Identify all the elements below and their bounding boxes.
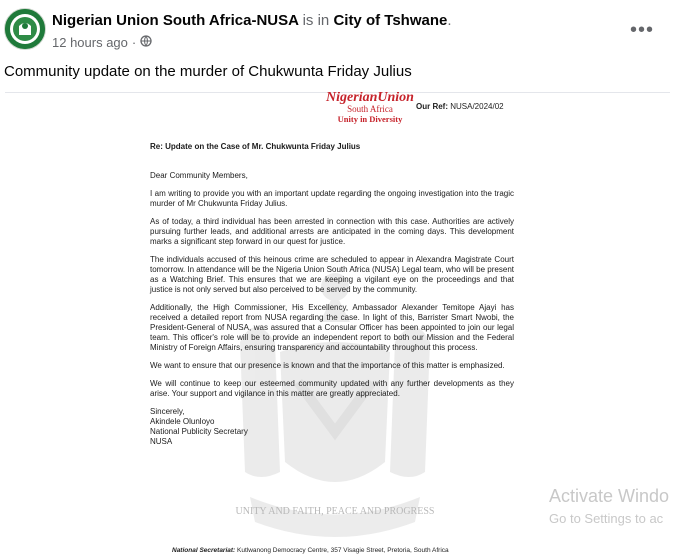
is-in-text: is in (302, 12, 330, 29)
letter-subject: Re: Update on the Case of Mr. Chukwunta Friday Julius (150, 142, 361, 151)
post-caption: Community update on the murder of Chukwunta Friday Julius (4, 63, 412, 80)
reference-number (416, 102, 504, 111)
letter-body (150, 142, 514, 447)
footer-label: National Secretariat: (172, 547, 236, 554)
closing: Sincerely, (150, 407, 185, 416)
letter-paragraph: We want to ensure that our presence is known and that the importance of this matter is emphasized. (150, 361, 505, 370)
letterhead-org-name: NigerianUnion (326, 92, 414, 105)
location-suffix: . (447, 12, 452, 29)
signatory-name: Akindele Olunloyo (150, 417, 215, 426)
ref-value: NUSA/2024/02 (450, 102, 504, 111)
post-title-line (52, 12, 452, 29)
signatory-title: National Publicity Secretary (150, 427, 248, 436)
letter-paragraph: As of today, a third individual has been arrested in connection with this case. Authorities are actively pursuing further leads, and additional arrests are anticipated in the coming days. This development marks a significant step forward in our quest for justice. (150, 217, 514, 246)
letterhead-motto: Unity in Diversity (337, 114, 403, 124)
post-timestamp[interactable]: 12 hours ago (52, 35, 128, 50)
more-options-icon[interactable]: ••• (629, 18, 654, 41)
signature-block (150, 407, 514, 447)
letter-paragraph: Additionally, the High Commissioner, His Excellency, Ambassador Alexander Temitope Ajayi has received a detailed report from NUSA regarding the case. In light of this, Barrister Smart Nwobi, the President-General of NUSA, was assured that a Consular Officer has been appointed to join our legal team. This officer's role will be to provide an independent report to both our Mission and the Federal Ministry of Foreign Affairs, ensuring transparency and accountability throughout this process. (150, 303, 514, 352)
letter-paragraph: We will continue to keep our esteemed community updated with any further developments as they arise. Your support and vigilance in this matter are greatly appreciated. (150, 379, 514, 398)
activate-windows-subtitle: Go to Settings to ac (549, 511, 664, 526)
ref-label: Our Ref: (416, 102, 448, 111)
letter-paragraph: I am writing to provide you with an important update regarding the ongoing investigation into the tragic murder of Mr Chukwunta Friday Julius. (150, 189, 514, 208)
nusa-logo-icon (5, 9, 45, 49)
post-header (0, 0, 678, 60)
page-name-link[interactable]: Nigerian Union South Africa-NUSA (52, 12, 299, 29)
letter-footer (172, 547, 449, 554)
watermark-motto: UNITY AND FAITH, PEACE AND PROGRESS (235, 506, 435, 517)
letterhead-country: South Africa (347, 104, 393, 114)
page-avatar[interactable] (4, 8, 46, 50)
location-link[interactable]: City of Tshwane (333, 12, 448, 29)
activate-windows-title: Activate Windo (549, 486, 670, 506)
signatory-org: NUSA (150, 437, 173, 446)
globe-icon[interactable] (140, 35, 152, 50)
meta-separator: · (131, 35, 137, 50)
post-meta (52, 35, 152, 50)
letter-paragraph: The individuals accused of this heinous crime are scheduled to appear in Alexandra Magistrate Court tomorrow. In attendance will be the Nigeria Union South Africa (NUSA) Legal team, who will be present as a Watching Brief. This ensures that we are keeping a vigilant eye on the proceedings and that justice is not only served but also perceived to be served by the community. (150, 255, 514, 294)
letter-salutation: Dear Community Members, (150, 171, 248, 180)
footer-address: Kutlwanong Democracy Centre, 357 Visagie Street, Pretoria, South Africa (237, 547, 449, 554)
